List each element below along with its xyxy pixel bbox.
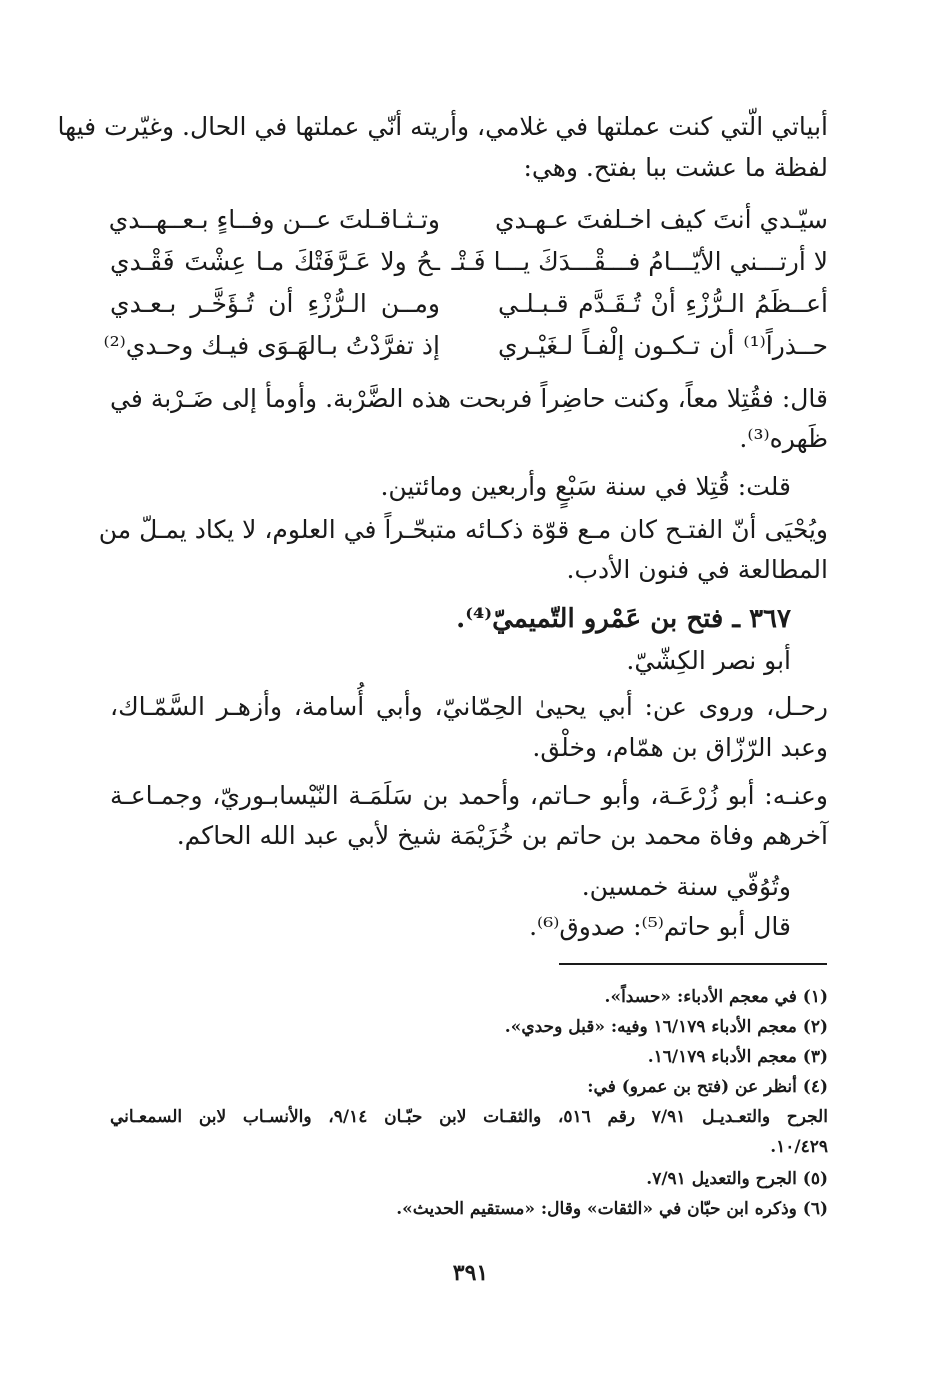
body-line: آخرهم وفاة محمد بن حاتم بن خُزَيْمَة شيخ لأبي عبد الله الحاكم. — [176, 821, 828, 850]
body-line: المطالعة في فنون الأدب. — [566, 555, 828, 584]
verse-first-hemistich: حــذراً⁽¹⁾ أن تـكـون إلْفـاً لـغَيْـري — [498, 331, 828, 360]
body-line: لفظة ما عشت ببا بفتح. وهي: — [523, 153, 828, 182]
death-line: وتُوُفّي سنة خمسين. — [581, 872, 791, 901]
body-line: أبياتي الّتي كنت عملتها في غلامي، وأريته أنّي عملتها في الحال. وغيّرت فيها — [57, 112, 828, 141]
body-line: وعنـه: أبو زُرْعَـة، وأبو حـاتم، وأحمد بن سَلَمَـة النّيْسابـوريّ، وجمـاعـة — [110, 781, 828, 810]
body-line: قال: فقُتِلا معاً، وكنت حاضِراً فربحت هذه الضَّرْبة. وأومأ إلى ضَـرْبة في — [110, 384, 828, 413]
verse-first-hemistich: سيّـدي أنتَ كيف اخـلفتَ عـهـدي — [494, 205, 828, 234]
kunya-line: أبو نصر الكِشّيّ. — [626, 646, 791, 675]
entry-heading: ٣٦٧ ـ فتح بن عَمْرو التّميميّ⁽⁴⁾. — [456, 604, 791, 634]
footnote: (٣) معجم الأدباء ١٦/١٧٩. — [647, 1047, 828, 1067]
body-line: وعبد الرّزّاق بن همّام، وخلْق. — [532, 733, 828, 762]
footnote-continuation: الجرح والتعـديـل ٧/٩١ رقم ٥١٦، والثقـات لابن حبّـان ٩/١٤، والأنسـاب لابن السمعـاني — [110, 1107, 828, 1127]
footnote: (٤) أنظر عن (فتح بن عمرو) في: — [587, 1077, 828, 1097]
footnote-continuation: ١٠/٤٢٩. — [770, 1137, 828, 1157]
body-line: ظَهره⁽³⁾. — [739, 424, 828, 453]
verse-first-hemistich: أعــظَمُ الـرُّزْءِ أنْ تُـقَـدَّم قـبـلـي — [498, 289, 828, 318]
verse-line — [110, 287, 828, 323]
verse-second-hemistich: ومــن الـرُّزْءِ أن تُـؤَخَّـر بـعـدي — [110, 289, 440, 318]
page-number: ٣٩١ — [452, 1260, 489, 1286]
verse-second-hemistich: وتـثـاقـلتَ عــن وفــاءٍ بـعــهــدي — [108, 205, 440, 234]
body-line: رحـل، وروى عن: أبي يحيىٰ الحِمّانيّ، وأبي أُسامة، وأزهـر السَّمّـاك، — [110, 692, 828, 721]
footnote: (٦) وذكره ابن حبّان في «الثقات» وقال: «مستقيم الحديث». — [396, 1199, 828, 1219]
verse-line — [110, 245, 828, 281]
footnote-divider — [559, 963, 827, 965]
verse-line — [110, 203, 828, 239]
abu-hatim-line: قال أبو حاتم⁽⁵⁾: صدوق⁽⁶⁾. — [529, 912, 791, 941]
footnote: (٥) الجرح والتعديل ٧/٩١. — [646, 1169, 828, 1189]
footnote: (٢) معجم الأدباء ١٦/١٧٩ وفيه: «قبل وحدي». — [504, 1017, 828, 1037]
verse-first-hemistich: لا أرتـــني الأيّـــامُ فـــقْـــدَكَ يـــا فَـتْـ — [451, 247, 828, 276]
body-line: ويُحْيَى أنّ الفتـح كان مـع قوّة ذكـائه متبحّـراً في العلوم، لا يكاد يمـلّ من — [98, 515, 828, 544]
verse-second-hemistich: إذ تفرَّدْتُ بـالهَـوَى فيـك وحـدي⁽²⁾ — [103, 331, 440, 360]
verse-line — [103, 329, 828, 365]
footnote: (١) في معجم الأدباء: «حسداً». — [604, 987, 828, 1007]
verse-second-hemistich: ـحُ ولا عَـرَّفَتْكَ مـا عِشْتَ فَقْـدي — [110, 247, 440, 276]
body-line: قلت: قُتِلا في سنة سَبْعٍ وأربعين ومائتين. — [380, 472, 791, 501]
